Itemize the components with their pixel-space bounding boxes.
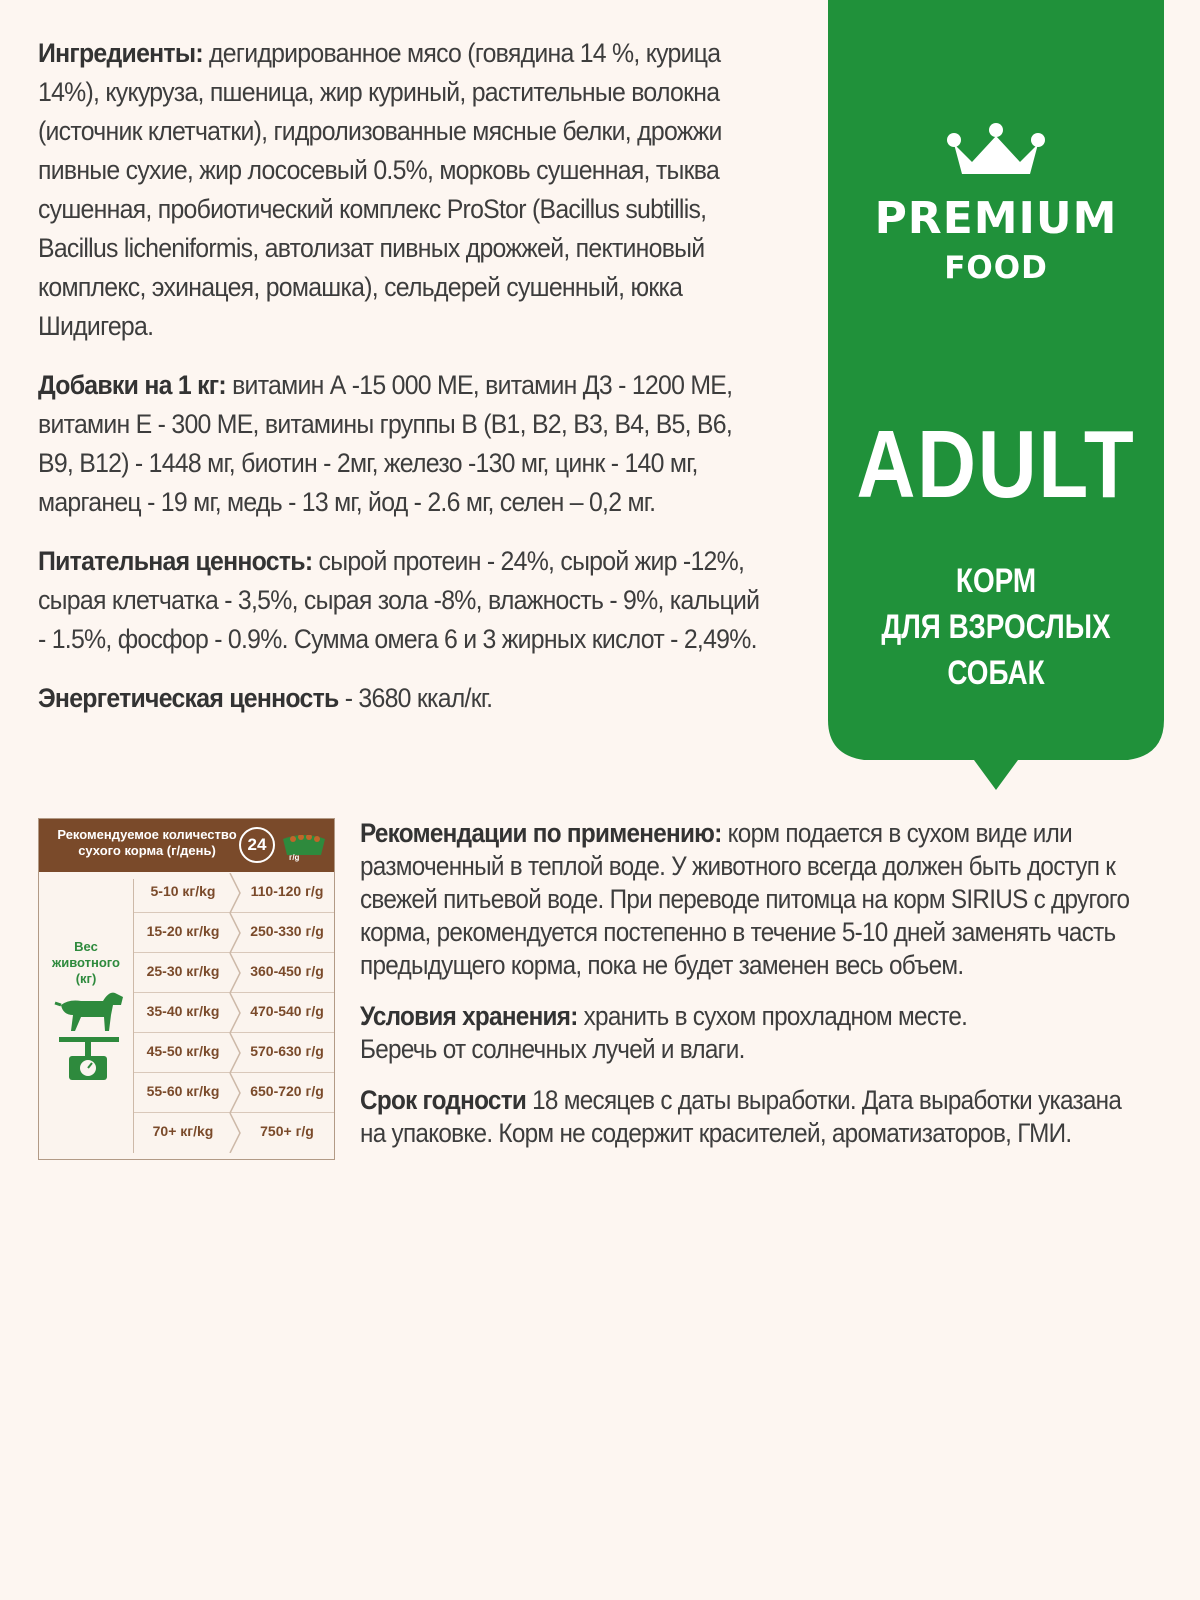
chevron-right-icon — [228, 1033, 242, 1073]
shelf-life-label: Срок годности — [360, 1085, 527, 1115]
chevron-right-icon — [228, 1113, 242, 1153]
feeding-row-amount: 360-450 г/g — [250, 963, 324, 979]
crown-icon — [946, 122, 1046, 182]
feeding-row — [134, 953, 334, 993]
feeding-row — [134, 993, 334, 1033]
composition-section — [38, 34, 768, 738]
feeding-row — [134, 1073, 334, 1113]
feeding-table-title — [47, 827, 247, 859]
feeding-row-amount: 250-330 г/g — [250, 923, 324, 939]
product-name: ADULT — [856, 411, 1136, 518]
brand-line-premium: PREMIUM — [874, 193, 1118, 244]
additives-text: витамин А -15 000 МЕ, витамин Д3 - 1200 МЕ, витамин Е - 300 МЕ, витамины группы В (В1, В2, В3, В4, В5, В6, В9, В12) - 1448 мг, биотин - 2мг, железо -130 мг, цинк - 140 мг, марганец - 19 мг, медь - 13 мг, йод - 2.6 мг, селен – 0,2 мг. — [38, 370, 733, 517]
ingredients-label: Ингредиенты: — [38, 38, 203, 68]
desc-line-3: СОБАК — [947, 654, 1045, 692]
nutrition-label: Питательная ценность: — [38, 546, 313, 576]
feeding-row — [134, 1113, 334, 1153]
additives-paragraph — [38, 366, 765, 522]
feeding-row — [134, 913, 334, 953]
ingredients-paragraph — [38, 34, 765, 346]
weight-label-line-1: Вес — [74, 939, 98, 954]
unit-small-label: г/g — [289, 853, 300, 862]
feeding-title-line-2: сухого корма (г/день) — [78, 843, 216, 858]
product-description — [858, 558, 1134, 696]
dog-on-scale-icon — [51, 987, 127, 1087]
nutrition-text: сырой протеин - 24%, сырой жир -12%, сырая клетчатка - 3,5%, сырая зола -8%, влажность - 9%, кальций - 1.5%, фосфор - 0.9%. Сумма омега 6 и 3 жирных кислот - 2,49%. — [38, 546, 760, 654]
energy-paragraph — [38, 679, 765, 718]
energy-label: Энергетическая ценность — [38, 683, 339, 713]
energy-text: - 3680 ккал/кг. — [338, 683, 493, 713]
storage-paragraph — [360, 1000, 1152, 1066]
ingredients-text: дегидрированное мясо (говядина 14 %, курица 14%), кукуруза, пшеница, жир куриный, растительные волокна (источник клетчатки), гидролизованные мясные белки, дрожжи пивные сухие, жир лососевый 0.5%, морковь сушенная, тыква сушенная, пробиотический комплекс ProStor (Bacillus subtillis, Bacillus licheniformis, автолизат пивных дрожжей, пектиновый комплекс, эхинацея, ромашка), сельдерей сушенный, юкка Шидигера. — [38, 38, 722, 341]
feeding-row-weight: 25-30 кг/kg — [146, 963, 220, 979]
additives-label: Добавки на 1 кг: — [38, 370, 226, 400]
chevron-right-icon — [228, 913, 242, 953]
usage-paragraph — [360, 817, 1152, 982]
usage-label: Рекомендации по применению: — [360, 818, 722, 848]
feeding-row-weight: 15-20 кг/kg — [146, 923, 220, 939]
desc-line-2: ДЛЯ ВЗРОСЛЫХ — [881, 608, 1111, 646]
desc-line-1: КОРМ — [955, 562, 1037, 600]
feeding-row-weight: 35-40 кг/kg — [146, 1003, 220, 1019]
chevron-right-icon — [228, 953, 242, 993]
usage-text: корм подается в сухом виде или размоченный в теплой воде. У животного всегда должен быть доступ к свежей питьевой воде. При переводе питомца на корм SIRIUS с другого корма, рекомендуется постепенно в течение 5-10 дней заменять часть предыдущего корма, пока не будет заменен весь объем. — [360, 818, 1130, 980]
brand-line-food: FOOD — [944, 250, 1048, 286]
chevron-right-icon — [228, 1073, 242, 1113]
feeding-row-amount: 470-540 г/g — [250, 1003, 324, 1019]
feeding-row — [134, 873, 334, 913]
feeding-table — [38, 818, 335, 1160]
weight-label — [51, 939, 121, 987]
chevron-right-icon — [228, 993, 242, 1033]
feeding-row-weight: 45-50 кг/kg — [146, 1043, 220, 1059]
storage-text: хранить в сухом прохладном месте. — [577, 1001, 968, 1031]
feeding-row-amount: 750+ г/g — [260, 1123, 314, 1139]
shelf-life-paragraph — [360, 1084, 1152, 1150]
weight-label-line-3: (кг) — [75, 971, 97, 986]
chevron-right-icon — [228, 873, 242, 913]
food-bowl-icon — [279, 835, 329, 857]
clock-24h-icon: 24 — [239, 827, 275, 863]
feeding-row-amount: 650-720 г/g — [250, 1083, 324, 1099]
feeding-row-weight: 70+ кг/kg — [152, 1123, 214, 1139]
nutrition-paragraph — [38, 542, 765, 659]
feeding-row — [134, 1033, 334, 1073]
feeding-row-weight: 55-60 кг/kg — [146, 1083, 220, 1099]
storage-label: Условия хранения: — [360, 1001, 578, 1031]
feeding-row-amount: 570-630 г/g — [250, 1043, 324, 1059]
usage-section — [360, 817, 1160, 1168]
product-banner — [828, 0, 1164, 775]
feeding-title-line-1: Рекомендуемое количество — [57, 827, 237, 842]
feeding-row-weight: 5-10 кг/kg — [150, 883, 216, 899]
feeding-row-amount: 110-120 г/g — [250, 883, 324, 899]
weight-label-line-2: животного — [52, 955, 120, 970]
shelf-life-text: 18 месяцев с даты выработки. Дата выработки указана на упаковке. Корм не содержит красителей, ароматизаторов, ГМИ. — [360, 1085, 1122, 1148]
storage-text-2: Беречь от солнечных лучей и влаги. — [360, 1034, 745, 1064]
feeding-table-header — [39, 819, 334, 872]
